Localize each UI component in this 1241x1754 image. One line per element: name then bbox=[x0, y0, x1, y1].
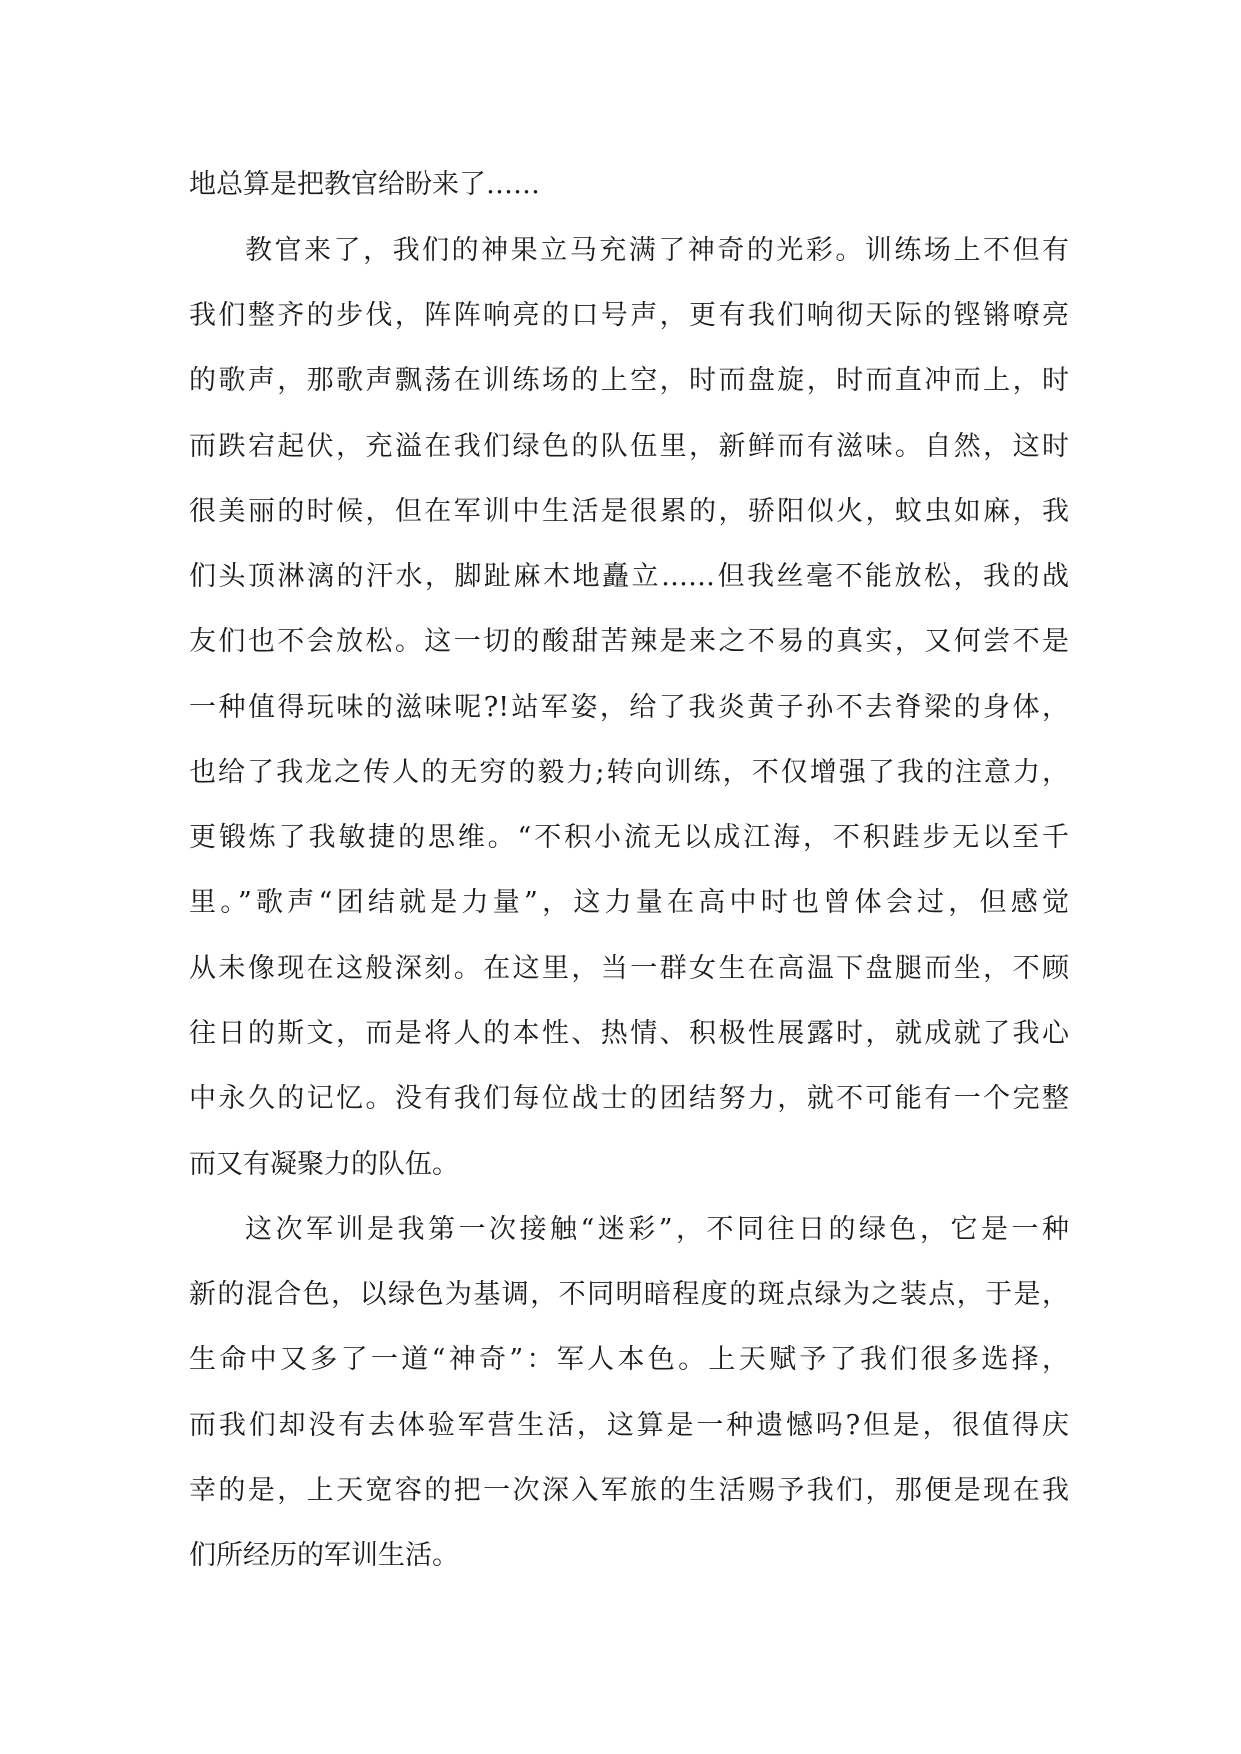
paragraph-line: 地总算是把教官给盼来了…… bbox=[189, 169, 540, 200]
paragraph-line: 们所经历的军训生活。 bbox=[189, 1540, 459, 1571]
paragraph-line: 幸的是，上天宽容的把一次深入军旅的生活赐予我们，那便是现在我 bbox=[189, 1475, 1069, 1506]
paragraph-line: 友们也不会放松。这一切的酸甜苦辣是来之不易的真实，又何尝不是 bbox=[189, 626, 1069, 657]
paragraph-line: 很美丽的时候，但在军训中生活是很累的，骄阳似火，蚊虫如麻，我 bbox=[189, 496, 1069, 527]
paragraph-line: 里。”歌声“团结就是力量”，这力量在高中时也曾体会过，但感觉 bbox=[189, 887, 1069, 918]
paragraph-line: 往日的斯文，而是将人的本性、热情、积极性展露时，就成就了我心 bbox=[189, 1018, 1069, 1049]
paragraph-line: 生命中又多了一道“神奇”：军人本色。上天赋予了我们很多选择， bbox=[189, 1344, 1069, 1375]
paragraph-line: 的歌声，那歌声飘荡在训练场的上空，时而盘旋，时而直冲而上，时 bbox=[189, 365, 1069, 396]
paragraph-line: 教官来了，我们的神果立马充满了神奇的光彩。训练场上不但有 bbox=[245, 235, 1069, 266]
paragraph-line: 更锻炼了我敏捷的思维。“不积小流无以成江海，不积跬步无以至千 bbox=[189, 822, 1069, 853]
paragraph-line: 新的混合色，以绿色为基调，不同明暗程度的斑点绿为之装点，于是， bbox=[189, 1279, 1069, 1310]
paragraph-line: 们头顶淋漓的汗水，脚趾麻木地矗立……但我丝毫不能放松，我的战 bbox=[189, 561, 1069, 592]
paragraph-line: 从未像现在这般深刻。在这里，当一群女生在高温下盘腿而坐，不顾 bbox=[189, 953, 1069, 984]
paragraph-line: 而又有凝聚力的队伍。 bbox=[189, 1149, 459, 1180]
paragraph-line: 这次军训是我第一次接触“迷彩”，不同往日的绿色，它是一种 bbox=[245, 1214, 1069, 1245]
paragraph-line: 而我们却没有去体验军营生活，这算是一种遗憾吗?但是，很值得庆 bbox=[189, 1410, 1069, 1441]
paragraph-line: 也给了我龙之传人的无穷的毅力;转向训练，不仅增强了我的注意力， bbox=[189, 757, 1069, 788]
paragraph-line: 而跌宕起伏，充溢在我们绿色的队伍里，新鲜而有滋味。自然，这时 bbox=[189, 431, 1069, 462]
paragraph-line: 我们整齐的步伐，阵阵响亮的口号声，更有我们响彻天际的铿锵嘹亮 bbox=[189, 300, 1069, 331]
paragraph-line: 一种值得玩味的滋味呢?!站军姿，给了我炎黄子孙不去脊梁的身体， bbox=[189, 692, 1069, 723]
paragraph-line: 中永久的记忆。没有我们每位战士的团结努力，就不可能有一个完整 bbox=[189, 1083, 1069, 1114]
